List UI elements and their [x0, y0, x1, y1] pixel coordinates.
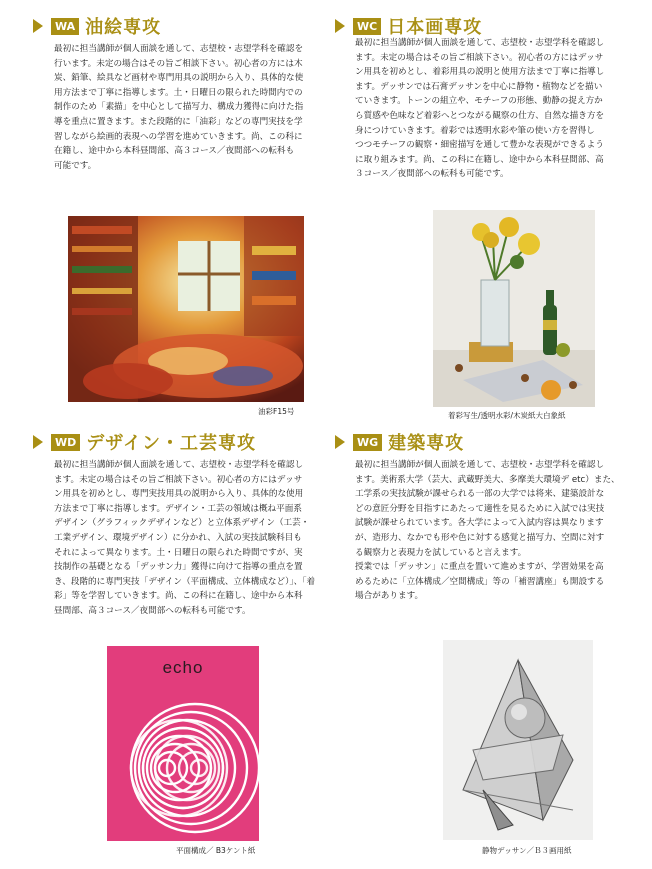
oil-painting-image — [68, 216, 304, 402]
section-code: WC — [353, 18, 381, 35]
architecture-drawing-image — [443, 640, 593, 840]
section-code: WD — [51, 434, 80, 451]
section-title: 油絵専攻 — [85, 17, 162, 38]
arrow-icon — [335, 435, 345, 449]
section-body: 最初に担当講師が個人面談を通して、志望校・志望学科を確認し ます。未定の場合はその旨ご相談下さい。初心者の方にはデッサ ン用具を初めとし、着彩用具の説明と使用方法まで丁寧に指導し ます。デッサンでは石膏デッサンを中心に静物・植物などを描い ていきます。トーンの組立や、モチーフの形態、動静の捉え方か ら質感や色味など着彩へとつながる観察の仕方、自然な描き方を 身につけていきます。着彩では透明水彩や筆の使い方を習得し つつモチーフの観察・細密描写を通して豊かな表現ができるよう に取り組みます。尚、この科に在籍し、途中から本科昼間部、高 ３コース／夜間部への転科も可能です。 — [355, 38, 605, 180]
poster-title: echo — [162, 658, 204, 677]
arrow-icon — [335, 19, 345, 33]
section-body: 最初に担当講師が個人面談を通して、志望校・志望学科を確認を 行います。未定の場合はその旨ご相談下さい。初心者の方には木 炭、鉛筆、絵具など画材や専門用具の説明から入り、具体的な使 用方法まで丁寧に指導します。土・日曜日の限られた時間内での 制作のため「素描」を中心として描写力、構成力獲得に向けた指 導を重点に置きます。また段階的に「油彩」などの専門実技を学 習しながら絵画的表現への学習を進めていきます。尚、この科に 在籍し、途中から本科昼間部、高３コース／夜間部への転科も 可能です。 — [54, 44, 304, 171]
oil-painting-caption: 油彩F15号 — [258, 407, 295, 416]
section-title: デザイン・工芸専攻 — [86, 433, 257, 454]
section-header — [33, 14, 323, 38]
section-header — [33, 430, 323, 454]
nihonga-image — [433, 210, 595, 407]
section-wa — [33, 14, 323, 173]
section-body: 最初に担当講師が個人面談を通して、志望校・志望学科を確認し ます。未定の場合はその旨ご相談下さい。初心者の方にはデッサ ン用具を初めとし、専門実技用具の説明から入り、具体的な使用 方法まで丁寧に指導します。デザイン・工芸の領域は概ね平面系 デザイン（グラフィックデザインなど）と立体系デザイン（工芸・ 工業デザイン、環境デザイン）に分かれ、入試の実技試験科目も それによって異なります。土・日曜日の限られた時間ですが、実 技制作の基礎となる「デッサン力」獲得に向けて指導の重点を置 き、段階的に専門実技「デザイン（平面構成、立体構成など）」、「着 彩」等を学習していきます。尚、この科に在籍し、途中から本科 昼間部、高３コース／夜間部への転科も可能です。 — [54, 460, 316, 616]
nihonga-caption: 着彩写生/透明水彩/木炭紙大白象紙 — [448, 411, 566, 420]
architecture-caption: 静物デッサン／Ｂ３画用紙 — [482, 846, 572, 855]
section-body: 最初に担当講師が個人面談を通して、志望校・志望学科を確認し ます。美術系大学（芸大、武蔵野美大、多摩美大環境デ etc）また、 工学系の実技試験が課せられる一部の大学では将来、建築設計な どの意匠分野を目指すにあたって適性を見るために入試では実技 試験が課せられています。各大学によって入試内容は異なります が、造形力、なかでも形や色に対する感覚と描写力、空間に対す る観察力と表現力を試していると言えます。 授業では「デッサン」に重点を置いて進めますが、学習効果を高 めるために「立体構成／空間構成」等の「補習講座」も開設する 場合があります。 — [355, 460, 620, 602]
arrow-icon — [33, 435, 43, 449]
section-wg — [335, 430, 635, 604]
section-code: WA — [51, 18, 79, 35]
design-caption: 平面構成／ B3ケント紙 — [176, 846, 256, 855]
section-header — [335, 430, 635, 454]
section-header — [335, 14, 635, 38]
section-code: WG — [353, 434, 382, 451]
section-wd — [33, 430, 323, 619]
section-wc — [335, 14, 635, 182]
design-poster-image — [107, 646, 259, 841]
section-title: 日本画専攻 — [387, 17, 483, 38]
arrow-icon — [33, 19, 43, 33]
section-title: 建築専攻 — [388, 433, 465, 454]
